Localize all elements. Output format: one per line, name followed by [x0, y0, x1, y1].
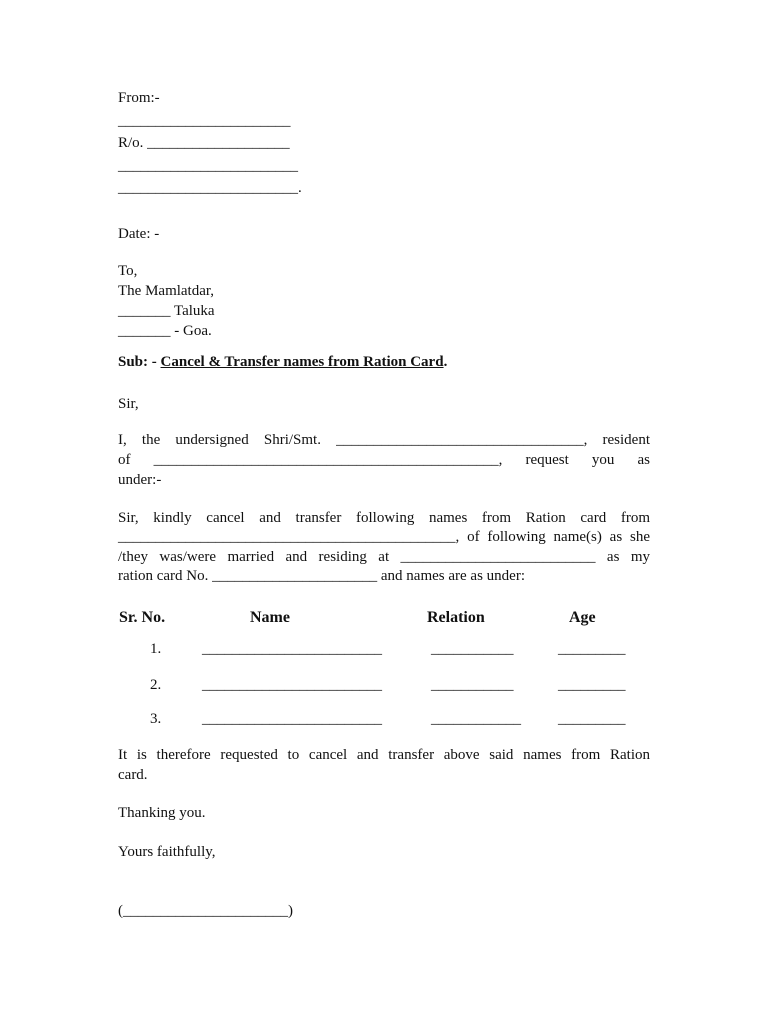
table-header-age: Age — [569, 609, 596, 626]
from-label: From:- — [118, 90, 160, 106]
para2-line3: /they was/were married and residing at __________________________ as my — [118, 549, 650, 565]
date-field: Date: - — [118, 226, 160, 242]
table-row-2-name: ________________________ — [202, 677, 382, 693]
para2-line1: Sir, kindly cancel and transfer following names from Ration card from — [118, 510, 650, 526]
taluka-line: _______ Taluka — [118, 303, 215, 319]
goa-line: _______ - Goa. — [118, 323, 212, 339]
from-name-line: _______________________ — [118, 113, 291, 129]
table-row-2-relation: ___________ — [431, 677, 514, 693]
para1-line3: under:- — [118, 472, 162, 488]
para2-line4: ration card No. ______________________ and names are as under: — [118, 568, 525, 584]
para1-line2: of ______________________________________________, request you as — [118, 452, 650, 468]
from-address-line-1: ________________________ — [118, 158, 298, 174]
subject-line — [118, 353, 447, 371]
table-row-1-relation: ___________ — [431, 641, 514, 657]
signature-line: (______________________) — [118, 903, 293, 919]
table-row-3-name: ________________________ — [202, 711, 382, 727]
table-header-relation: Relation — [427, 609, 485, 626]
closing: Yours faithfully, — [118, 844, 216, 860]
subject-prefix: Sub: - — [118, 354, 161, 370]
thanking-you: Thanking you. — [118, 805, 206, 821]
addressee: The Mamlatdar, — [118, 283, 215, 299]
table-row-1-name: ________________________ — [202, 641, 382, 657]
subject-suffix: . — [443, 354, 448, 370]
from-address-line-2: ________________________. — [118, 180, 302, 196]
table-header-name: Name — [250, 609, 290, 626]
para3-line2: card. — [118, 767, 148, 783]
subject-text: Cancel & Transfer names from Ration Card — [160, 354, 444, 370]
table-row-1-sr: 1. — [150, 641, 162, 657]
table-row-3-sr: 3. — [150, 711, 162, 727]
para1-line1: I, the undersigned Shri/Smt. _________________________________, resident — [118, 432, 650, 448]
salutation: Sir, — [118, 396, 139, 412]
table-row-3-age: _________ — [558, 711, 626, 727]
para2-line2: _____________________________________________, of following name(s) as she — [118, 529, 650, 545]
table-row-1-age: _________ — [558, 641, 626, 657]
from-residence-line: R/o. ___________________ — [118, 135, 290, 151]
table-row-2-age: _________ — [558, 677, 626, 693]
to-label: To, — [118, 263, 138, 279]
table-row-3-relation: ____________ — [431, 711, 521, 727]
table-header-sr-no: Sr. No. — [119, 609, 166, 626]
para3-line1: It is therefore requested to cancel and transfer above said names from Ration — [118, 747, 650, 763]
table-row-2-sr: 2. — [150, 677, 162, 693]
